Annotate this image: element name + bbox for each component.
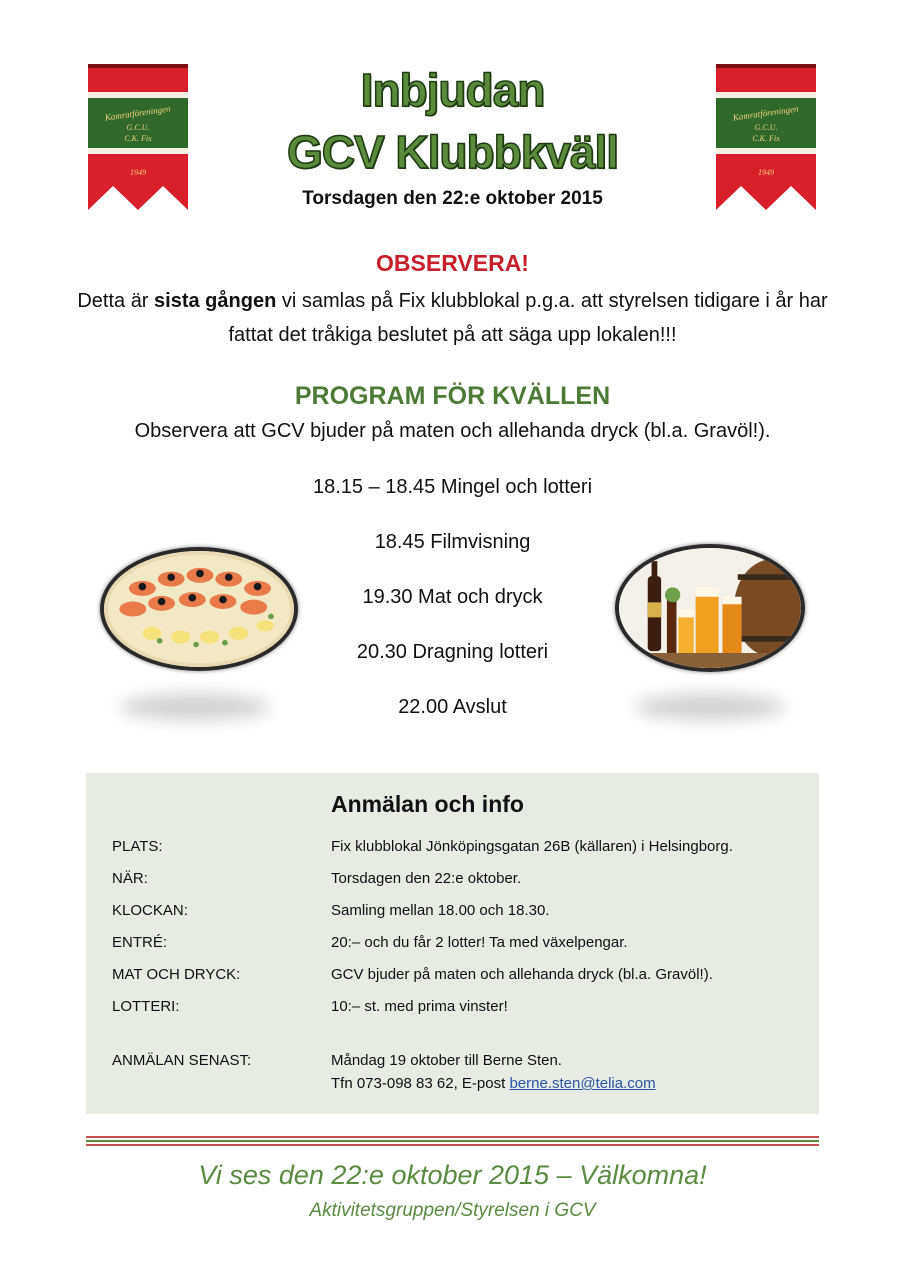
pennant-text-2: G.C.U. xyxy=(126,123,150,132)
pennant-year: 1949 xyxy=(130,168,146,177)
pennant-text-2: G.C.U. xyxy=(754,123,778,132)
notice-text-pre: Detta är xyxy=(77,290,155,312)
notice-text-post: vi samlas på Fix klubblokal p.g.a. att styrelsen tidigare i år har fattat det tråkiga beslutet på att säga upp lokalen!!! xyxy=(228,290,828,346)
schedule-item: 18.15 – 18.45 Mingel och lotteri xyxy=(312,476,593,498)
pennant-text-1: Kamratföreningen xyxy=(732,103,800,123)
info-value-place: Fix klubblokal Jönköpingsgatan 26B (källaren) i Helsingborg. xyxy=(331,838,733,855)
pennant-year: 1949 xyxy=(758,168,774,177)
divider-line xyxy=(86,1144,819,1146)
info-label-food: MAT OCH DRYCK: xyxy=(112,966,241,983)
info-label-lottery: LOTTERI: xyxy=(112,998,180,1015)
info-value-lottery: 10:– st. med prima vinster! xyxy=(331,998,508,1015)
info-value-deadline: Måndag 19 oktober till Berne Sten. xyxy=(331,1052,562,1069)
info-contact-text: Tfn 073-098 83 62, E-post xyxy=(331,1075,510,1092)
info-value-food: GCV bjuder på maten och allehanda dryck (bl.a. Gravöl!). xyxy=(331,966,713,983)
info-label-when: NÄR: xyxy=(112,870,148,887)
schedule-item: 19.30 Mat och dryck xyxy=(362,586,543,608)
program-heading: PROGRAM FÖR KVÄLLEN xyxy=(294,382,611,410)
food-platter-icon xyxy=(104,551,294,667)
info-value-time: Samling mellan 18.00 och 18.30. xyxy=(331,902,550,919)
food-image-shadow xyxy=(120,694,270,720)
pennant-text-3: C.K. Fix xyxy=(124,134,152,143)
schedule-item: 22.00 Avslut xyxy=(398,696,507,718)
divider-line xyxy=(86,1136,819,1138)
info-label-time: KLOCKAN: xyxy=(112,902,188,919)
pennant-text-3: C.K. Fix xyxy=(752,134,780,143)
email-link[interactable]: berne.sten@telia.com xyxy=(509,1075,656,1092)
schedule-item: 20.30 Dragning lotteri xyxy=(356,641,549,663)
beer-image-shadow xyxy=(635,694,785,720)
info-box xyxy=(86,773,819,1114)
notice-text-bold: sista gången xyxy=(154,290,277,312)
page-title-line1: Inbjudan xyxy=(360,64,545,116)
beer-barrel-icon xyxy=(619,548,801,668)
info-value-entry: 20:– och du får 2 lotter! Ta med växelpengar. xyxy=(331,934,628,951)
event-date: Torsdagen den 22:e oktober 2015 xyxy=(302,188,603,209)
notice-heading: OBSERVERA! xyxy=(376,250,529,276)
footer-welcome: Vi ses den 22:e oktober 2015 – Välkomna! xyxy=(198,1160,707,1190)
info-label-deadline: ANMÄLAN SENAST: xyxy=(112,1052,252,1069)
info-label-entry: ENTRÉ: xyxy=(112,934,168,951)
page-title-line2: GCV Klubbkväll xyxy=(286,126,619,178)
program-intro: Observera att GCV bjuder på maten och allehanda dryck (bl.a. Gravöl!). xyxy=(134,420,771,442)
beer-image xyxy=(615,544,805,672)
info-contact xyxy=(331,1075,656,1092)
info-label-place: PLATS: xyxy=(112,838,163,855)
info-value-when: Torsdagen den 22:e oktober. xyxy=(331,870,522,887)
notice-text xyxy=(60,284,845,352)
pennant-text-1: Kamratföreningen xyxy=(104,103,172,123)
info-title: Anmälan och info xyxy=(331,791,524,817)
divider-line xyxy=(86,1140,819,1142)
food-image xyxy=(100,547,298,671)
schedule-item: 18.45 Filmvisning xyxy=(374,531,531,553)
footer-signature: Aktivitetsgruppen/Styrelsen i GCV xyxy=(309,1200,596,1221)
